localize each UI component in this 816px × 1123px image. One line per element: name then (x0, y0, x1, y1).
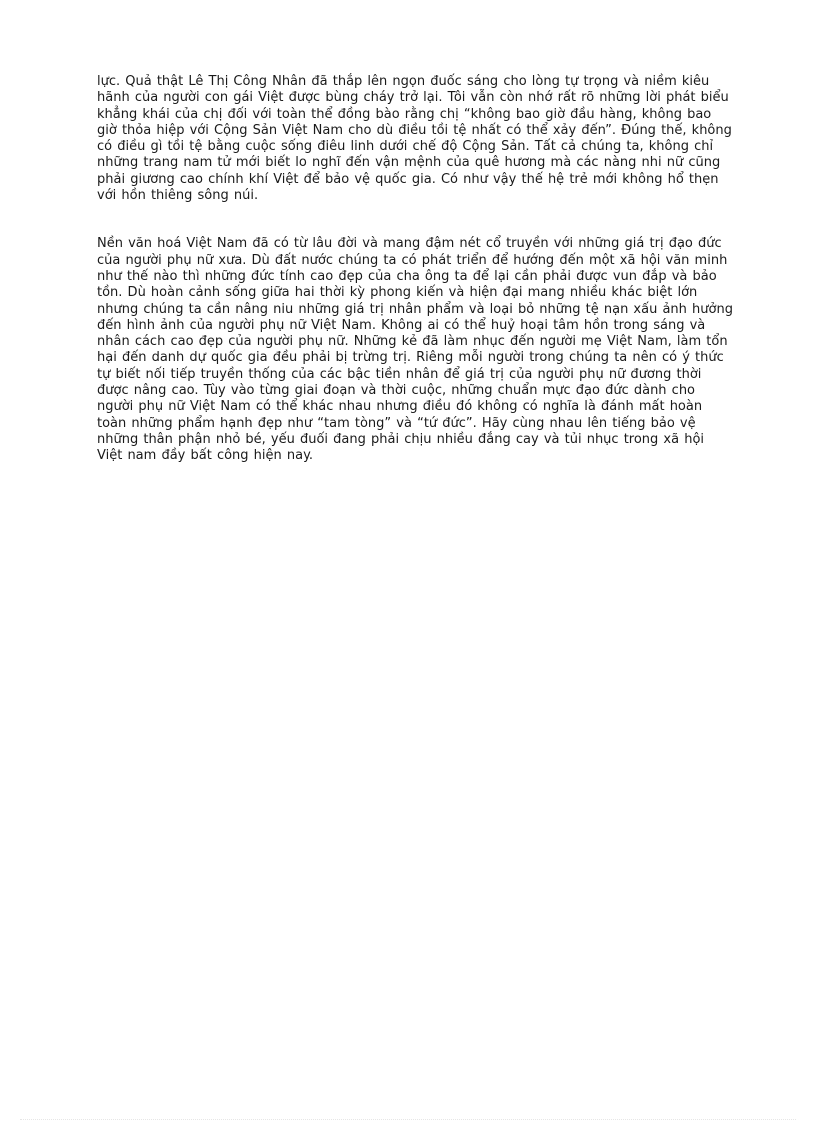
paragraph-1: lực. Quả thật Lê Thị Công Nhân đã thắp lên ngọn đuốc sáng cho lòng tự trọng và niềm kiêu hãnh của người con gái Việt được bùng cháy trở lại. Tôi vẫn còn nhớ rất rõ những lời phát biểu khẳng khái của chị đối với toàn thể đồng bào rằng chị “không bao giờ đầu hàng, không bao giờ thỏa hiệp với Cộng Sản Việt Nam cho dù điều tồi tệ nhất có thể xảy đến”. Đúng thế, không có điều gì tồi tệ bằng cuộc sống điêu linh dưới chế độ Cộng Sản. Tất cả chúng ta, không chỉ những trang nam tử mới biết lo nghĩ đến vận mệnh của quê hương mà các nàng nhi nữ cũng phải giương cao chính khí Việt để bảo vệ quốc gia. Có như vậy thế hệ trẻ mới không hổ thẹn với hồn thiêng sông núi. (97, 74, 732, 204)
paragraph-2: Nền văn hoá Việt Nam đã có từ lâu đời và mang đậm nét cổ truyền với những giá trị đạo đức của người phụ nữ xưa. Dù đất nước chúng ta có phát triển để hướng đến một xã hội văn minh như thế nào thì những đức tính cao đẹp của cha ông ta để lại cần phải được vun đắp và bảo tồn. Dù hoàn cảnh sống giữa hai thời kỳ phong kiến và hiện đại mang nhiều khác biệt lớn nhưng chúng ta cần nâng niu những giá trị nhân phẩm và loại bỏ những tệ nạn xấu ảnh hưởng đến hình ảnh của người phụ nữ Việt Nam. Không ai có thể huỷ hoại tâm hồn trong sáng và nhân cách cao đẹp của người phụ nữ. Những kẻ đã làm nhục đến người mẹ Việt Nam, làm tổn hại đến danh dự quốc gia đều phải bị trừng trị. Riêng mỗi người trong chúng ta nên có ý thức tự biết nối tiếp truyền thống của các bậc tiền nhân để giá trị của người phụ nữ đương thời được nâng cao. Tùy vào từng giai đoạn và thời cuộc, những chuẩn mực đạo đức dành cho người phụ nữ Việt Nam có thể khác nhau nhưng điều đó không có nghĩa là đánh mất hoàn toàn những phẩm hạnh đẹp như “tam tòng” và “tứ đức”. Hãy cùng nhau lên tiếng bảo vệ những thân phận nhỏ bé, yếu đuối đang phải chịu nhiều đắng cay và tủi nhục trong xã hội Việt nam đầy bất công hiện nay. (97, 236, 733, 464)
document-body (97, 74, 733, 465)
page-bottom-divider (20, 1119, 796, 1120)
